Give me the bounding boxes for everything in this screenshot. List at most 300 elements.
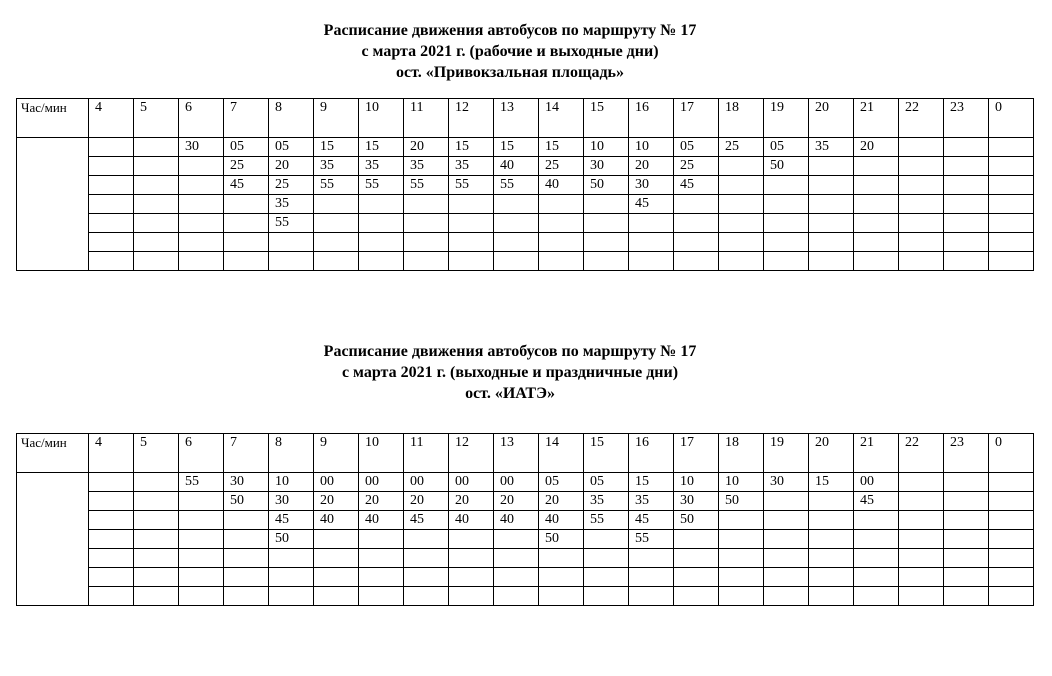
minute-cell: [179, 492, 224, 511]
minute-cell: [314, 214, 359, 233]
minutes-row: [17, 176, 1034, 195]
minute-cell: [944, 568, 989, 587]
minute-cell: [359, 530, 404, 549]
minute-cell: [764, 492, 809, 511]
minute-cell: 45: [674, 176, 719, 195]
minute-cell: [89, 492, 134, 511]
minute-cell: [359, 549, 404, 568]
hour-header-cell: 9: [314, 434, 359, 473]
minute-cell: [854, 252, 899, 271]
minute-cell: [224, 587, 269, 606]
minute-cell: [134, 233, 179, 252]
hour-header-cell: 21: [854, 434, 899, 473]
minute-cell: 15: [809, 473, 854, 492]
minute-cell: 30: [584, 157, 629, 176]
minute-cell: [494, 549, 539, 568]
hour-header-cell: 4: [89, 434, 134, 473]
minute-cell: 25: [719, 138, 764, 157]
minute-cell: 35: [584, 492, 629, 511]
minute-cell: [854, 511, 899, 530]
minute-cell: [539, 587, 584, 606]
minute-cell: 35: [449, 157, 494, 176]
minute-cell: [584, 195, 629, 214]
hour-header-cell: 17: [674, 99, 719, 138]
minute-cell: 55: [269, 214, 314, 233]
minute-cell: [944, 252, 989, 271]
minute-cell: [899, 568, 944, 587]
schedule-2-title-line-1: Расписание движения автобусов по маршруту № 17: [323, 343, 697, 360]
schedule-1-title-line-1: Расписание движения автобусов по маршруту № 17: [323, 22, 697, 39]
minute-cell: [539, 549, 584, 568]
minute-cell: [584, 568, 629, 587]
minute-cell: 55: [629, 530, 674, 549]
minute-cell: [944, 157, 989, 176]
minute-cell: [809, 214, 854, 233]
minute-cell: 50: [224, 492, 269, 511]
minute-cell: [89, 549, 134, 568]
minute-cell: [89, 587, 134, 606]
minute-cell: [494, 233, 539, 252]
minute-cell: [899, 549, 944, 568]
minute-cell: [854, 214, 899, 233]
minute-cell: [989, 252, 1034, 271]
minute-cell: [674, 530, 719, 549]
minute-cell: 30: [674, 492, 719, 511]
minutes-row: [17, 214, 1034, 233]
minute-cell: [989, 568, 1034, 587]
minute-cell: 40: [359, 511, 404, 530]
minute-cell: [854, 176, 899, 195]
minute-cell: 40: [539, 176, 584, 195]
minute-cell: [629, 214, 674, 233]
minute-cell: 20: [269, 157, 314, 176]
minute-cell: [179, 157, 224, 176]
minute-cell: [719, 195, 764, 214]
minute-cell: [674, 549, 719, 568]
minute-cell: 20: [629, 157, 674, 176]
minute-cell: [944, 511, 989, 530]
hour-header-cell: 0: [989, 99, 1034, 138]
minute-cell: [899, 587, 944, 606]
minute-cell: [854, 568, 899, 587]
minute-cell: 00: [494, 473, 539, 492]
hour-header-cell: 14: [539, 99, 584, 138]
minute-cell: 05: [539, 473, 584, 492]
minute-cell: [719, 530, 764, 549]
minute-cell: 45: [629, 511, 674, 530]
minute-cell: 00: [314, 473, 359, 492]
hour-header-cell: 22: [899, 99, 944, 138]
minute-cell: [899, 138, 944, 157]
minute-cell: [224, 511, 269, 530]
minute-cell: [764, 214, 809, 233]
minute-cell: 05: [224, 138, 269, 157]
minute-cell: [719, 157, 764, 176]
minute-cell: 30: [224, 473, 269, 492]
hour-header-cell: 12: [449, 434, 494, 473]
minute-cell: [449, 252, 494, 271]
hour-header-cell: 11: [404, 99, 449, 138]
minute-cell: 15: [539, 138, 584, 157]
row-label-cell: [17, 473, 89, 606]
minute-cell: 50: [584, 176, 629, 195]
minute-cell: [134, 530, 179, 549]
minute-cell: [809, 511, 854, 530]
minute-cell: [134, 138, 179, 157]
minute-cell: [134, 492, 179, 511]
minute-cell: 10: [584, 138, 629, 157]
minute-cell: [404, 587, 449, 606]
minute-cell: [989, 157, 1034, 176]
schedule-2-title-line-2: с марта 2021 г. (выходные и праздничные дни): [341, 364, 679, 381]
minute-cell: [449, 214, 494, 233]
minute-cell: 05: [269, 138, 314, 157]
minute-cell: [719, 214, 764, 233]
schedule-2-table: [16, 433, 1034, 606]
minute-cell: [764, 568, 809, 587]
minute-cell: [179, 568, 224, 587]
minute-cell: [314, 530, 359, 549]
minute-cell: [134, 157, 179, 176]
minutes-row: [17, 473, 1034, 492]
minute-cell: [899, 195, 944, 214]
minute-cell: [899, 492, 944, 511]
minute-cell: [584, 587, 629, 606]
minute-cell: 55: [449, 176, 494, 195]
minute-cell: [359, 214, 404, 233]
minute-cell: 25: [269, 176, 314, 195]
hour-header-row: [17, 434, 1034, 473]
hour-header-cell: 18: [719, 99, 764, 138]
minute-cell: [134, 473, 179, 492]
minute-cell: [854, 233, 899, 252]
minute-cell: [719, 549, 764, 568]
minute-cell: [584, 214, 629, 233]
minute-cell: [269, 568, 314, 587]
minute-cell: [494, 252, 539, 271]
minute-cell: [314, 195, 359, 214]
minute-cell: [359, 195, 404, 214]
minutes-row: [17, 568, 1034, 587]
minute-cell: [764, 549, 809, 568]
minute-cell: 35: [629, 492, 674, 511]
minute-cell: [944, 176, 989, 195]
hour-header-row: [17, 99, 1034, 138]
minute-cell: [359, 233, 404, 252]
schedule-1-title: [0, 20, 1020, 83]
minute-cell: 45: [854, 492, 899, 511]
minute-cell: [449, 587, 494, 606]
minute-cell: [89, 157, 134, 176]
minute-cell: [809, 195, 854, 214]
minutes-row: [17, 587, 1034, 606]
minute-cell: [899, 157, 944, 176]
minute-cell: [89, 233, 134, 252]
minute-cell: [719, 252, 764, 271]
minute-cell: [404, 568, 449, 587]
minute-cell: [494, 195, 539, 214]
minute-cell: [269, 549, 314, 568]
minute-cell: [89, 473, 134, 492]
hour-header-cell: 17: [674, 434, 719, 473]
minute-cell: [134, 252, 179, 271]
minute-cell: [809, 252, 854, 271]
schedule-2-title-line-3: ост. «ИАТЭ»: [465, 385, 555, 402]
minute-cell: [449, 549, 494, 568]
minute-cell: [944, 195, 989, 214]
minute-cell: [944, 549, 989, 568]
hour-header-cell: 15: [584, 434, 629, 473]
minute-cell: [719, 568, 764, 587]
hour-header-cell: 6: [179, 99, 224, 138]
minute-cell: [134, 568, 179, 587]
minute-cell: [899, 473, 944, 492]
hour-header-cell: 9: [314, 99, 359, 138]
minute-cell: 35: [314, 157, 359, 176]
minute-cell: 35: [269, 195, 314, 214]
minute-cell: 40: [494, 157, 539, 176]
minute-cell: [854, 530, 899, 549]
minute-cell: [89, 195, 134, 214]
minute-cell: [899, 530, 944, 549]
minute-cell: [899, 233, 944, 252]
minutes-row: [17, 252, 1034, 271]
minute-cell: [899, 176, 944, 195]
minute-cell: [764, 252, 809, 271]
minute-cell: [539, 568, 584, 587]
minutes-row: [17, 138, 1034, 157]
minute-cell: [719, 233, 764, 252]
minute-cell: [89, 214, 134, 233]
minute-cell: [359, 252, 404, 271]
hour-header-cell: 18: [719, 434, 764, 473]
hour-header-cell: 16: [629, 434, 674, 473]
minute-cell: [89, 138, 134, 157]
minute-cell: [269, 233, 314, 252]
minute-cell: [854, 157, 899, 176]
minute-cell: 25: [539, 157, 584, 176]
hour-header-cell: 12: [449, 99, 494, 138]
hour-header-cell: 5: [134, 99, 179, 138]
hour-header-cell: 16: [629, 99, 674, 138]
minute-cell: 50: [719, 492, 764, 511]
minute-cell: [539, 214, 584, 233]
minute-cell: [944, 473, 989, 492]
minute-cell: [899, 214, 944, 233]
corner-label: Час/мин: [17, 99, 89, 138]
minute-cell: [404, 195, 449, 214]
minute-cell: [674, 233, 719, 252]
minutes-row: [17, 511, 1034, 530]
minute-cell: [89, 568, 134, 587]
minute-cell: [539, 252, 584, 271]
minute-cell: [854, 549, 899, 568]
minute-cell: 30: [764, 473, 809, 492]
minute-cell: [674, 587, 719, 606]
minute-cell: [989, 530, 1034, 549]
minute-cell: 55: [404, 176, 449, 195]
minutes-row: [17, 530, 1034, 549]
minute-cell: 40: [494, 511, 539, 530]
minute-cell: 15: [629, 473, 674, 492]
minute-cell: 40: [449, 511, 494, 530]
minute-cell: [989, 233, 1034, 252]
hour-header-cell: 4: [89, 99, 134, 138]
minute-cell: [134, 176, 179, 195]
minute-cell: 45: [629, 195, 674, 214]
minute-cell: 20: [854, 138, 899, 157]
minute-cell: [179, 195, 224, 214]
minute-cell: [719, 511, 764, 530]
minute-cell: [449, 233, 494, 252]
minute-cell: [674, 252, 719, 271]
minute-cell: 15: [359, 138, 404, 157]
minute-cell: [89, 252, 134, 271]
minute-cell: [179, 587, 224, 606]
schedule-2-title: [0, 341, 1020, 404]
minute-cell: [989, 587, 1034, 606]
minute-cell: [764, 195, 809, 214]
minute-cell: [269, 252, 314, 271]
minute-cell: [539, 195, 584, 214]
minutes-row: [17, 195, 1034, 214]
hour-header-cell: 11: [404, 434, 449, 473]
hour-header-cell: 20: [809, 434, 854, 473]
minute-cell: 20: [404, 492, 449, 511]
minute-cell: 45: [224, 176, 269, 195]
minute-cell: [134, 587, 179, 606]
minute-cell: [404, 214, 449, 233]
minute-cell: [179, 530, 224, 549]
minute-cell: 50: [269, 530, 314, 549]
minute-cell: [809, 233, 854, 252]
minute-cell: [809, 587, 854, 606]
minute-cell: [989, 138, 1034, 157]
hour-header-cell: 10: [359, 434, 404, 473]
minute-cell: 55: [314, 176, 359, 195]
hour-header-cell: 13: [494, 99, 539, 138]
hour-header-cell: 13: [494, 434, 539, 473]
minute-cell: 20: [359, 492, 404, 511]
minute-cell: 20: [539, 492, 584, 511]
minute-cell: [944, 233, 989, 252]
minute-cell: [944, 138, 989, 157]
minute-cell: [224, 252, 269, 271]
schedule-1-title-line-3: ост. «Привокзальная площадь»: [396, 64, 624, 81]
minute-cell: [809, 492, 854, 511]
minutes-row: [17, 233, 1034, 252]
minute-cell: [269, 587, 314, 606]
minute-cell: 05: [674, 138, 719, 157]
corner-label: Час/мин: [17, 434, 89, 473]
hour-header-cell: 8: [269, 99, 314, 138]
minute-cell: [584, 233, 629, 252]
minute-cell: [989, 214, 1034, 233]
minute-cell: [854, 195, 899, 214]
minute-cell: [449, 530, 494, 549]
minute-cell: [179, 511, 224, 530]
minute-cell: 05: [764, 138, 809, 157]
minute-cell: [404, 252, 449, 271]
row-label-cell: [17, 138, 89, 271]
minute-cell: [764, 176, 809, 195]
minute-cell: [674, 568, 719, 587]
minute-cell: 50: [764, 157, 809, 176]
minute-cell: 20: [449, 492, 494, 511]
minute-cell: [989, 511, 1034, 530]
hour-header-cell: 19: [764, 99, 809, 138]
minute-cell: 50: [539, 530, 584, 549]
minute-cell: [944, 530, 989, 549]
minute-cell: [494, 568, 539, 587]
minute-cell: 35: [809, 138, 854, 157]
minute-cell: [674, 195, 719, 214]
minute-cell: 10: [674, 473, 719, 492]
minute-cell: 35: [404, 157, 449, 176]
minute-cell: [89, 511, 134, 530]
hour-header-cell: 14: [539, 434, 584, 473]
schedule-1-table: [16, 98, 1034, 271]
minute-cell: [584, 530, 629, 549]
minute-cell: [494, 530, 539, 549]
minute-cell: 50: [674, 511, 719, 530]
minute-cell: 25: [674, 157, 719, 176]
minute-cell: [404, 549, 449, 568]
minute-cell: [764, 511, 809, 530]
minute-cell: [359, 568, 404, 587]
minute-cell: 55: [584, 511, 629, 530]
minute-cell: [314, 568, 359, 587]
minute-cell: 20: [404, 138, 449, 157]
minute-cell: [134, 195, 179, 214]
minute-cell: [224, 549, 269, 568]
minute-cell: [449, 568, 494, 587]
minute-cell: [629, 568, 674, 587]
minute-cell: 40: [314, 511, 359, 530]
minute-cell: [224, 214, 269, 233]
minute-cell: 30: [269, 492, 314, 511]
hour-header-cell: 23: [944, 99, 989, 138]
hour-header-cell: 15: [584, 99, 629, 138]
minute-cell: [224, 530, 269, 549]
hour-header-cell: 0: [989, 434, 1034, 473]
minute-cell: 20: [494, 492, 539, 511]
hour-header-cell: 21: [854, 99, 899, 138]
minute-cell: [719, 176, 764, 195]
minute-cell: 55: [359, 176, 404, 195]
minute-cell: 45: [404, 511, 449, 530]
hour-header-cell: 7: [224, 99, 269, 138]
minute-cell: [89, 176, 134, 195]
minute-cell: [719, 587, 764, 606]
minute-cell: [629, 549, 674, 568]
minute-cell: 30: [179, 138, 224, 157]
minute-cell: [179, 233, 224, 252]
minute-cell: [989, 492, 1034, 511]
minute-cell: 10: [629, 138, 674, 157]
minute-cell: [899, 511, 944, 530]
minute-cell: 10: [719, 473, 764, 492]
minute-cell: [134, 549, 179, 568]
minute-cell: [944, 587, 989, 606]
minute-cell: [134, 214, 179, 233]
minute-cell: [404, 233, 449, 252]
minute-cell: [764, 233, 809, 252]
minutes-row: [17, 157, 1034, 176]
minute-cell: 55: [494, 176, 539, 195]
minutes-row: [17, 492, 1034, 511]
minute-cell: 55: [179, 473, 224, 492]
